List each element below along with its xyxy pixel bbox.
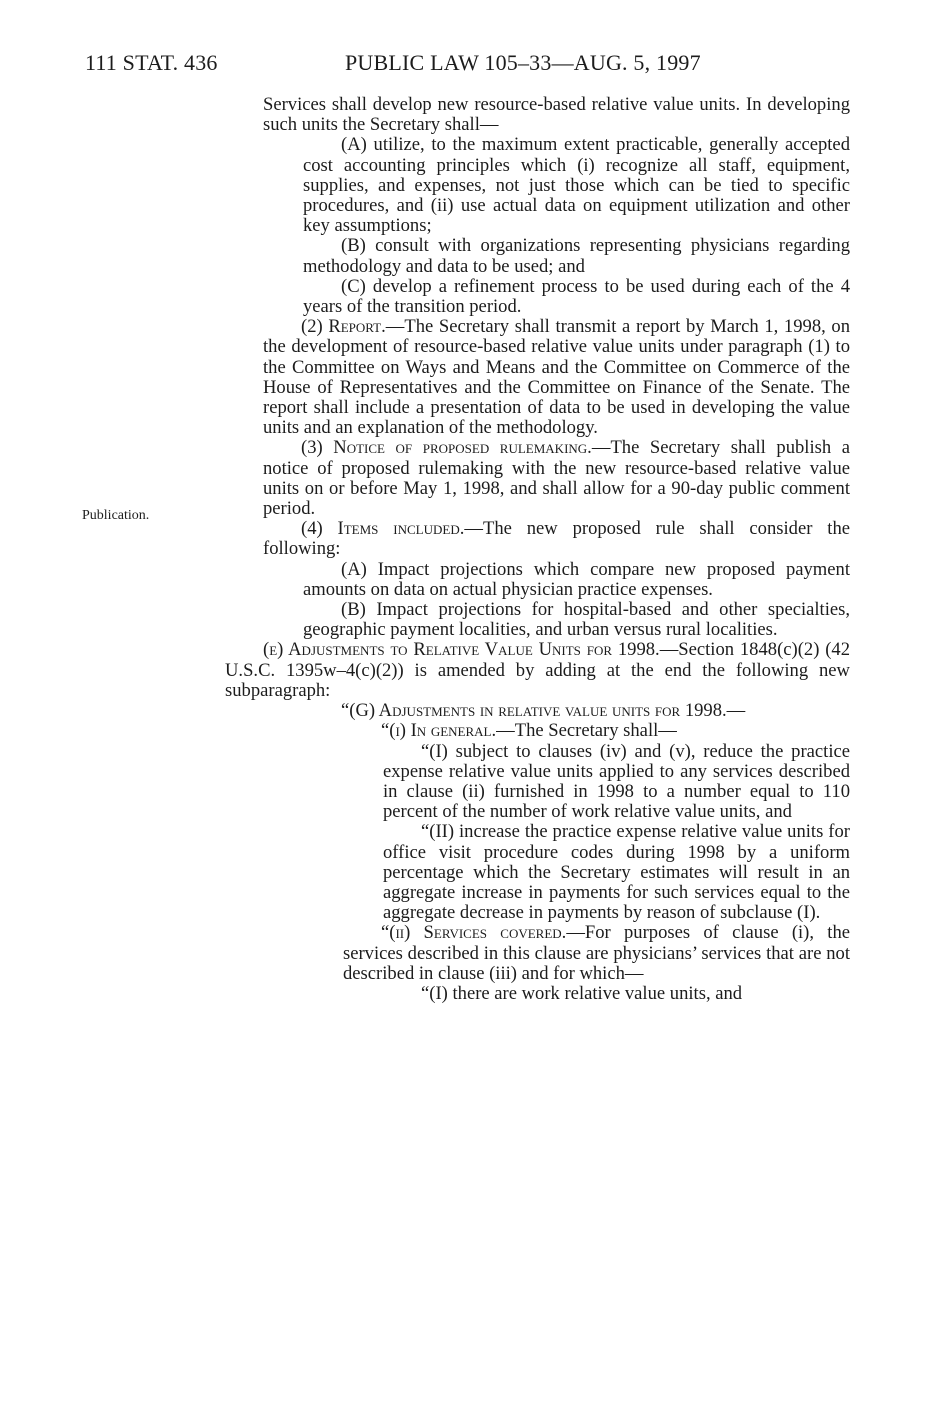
paragraph-3-notice xyxy=(225,438,850,519)
subclause-I-work-units: “(I) there are work relative value units, and xyxy=(421,982,743,1004)
subsection-e-heading: (e) Adjustments to Relative Value Units for 1998. xyxy=(263,639,660,661)
clause-B-consult: (B) consult with organizations representing physicians regarding methodology and data to be used; and xyxy=(303,235,850,277)
paragraph-2-text: —The Secretary shall transmit a report by March 1, 1998, on the development of resource-based relative value units under paragraph (1) to the Committee on Ways and Means and the Committee on Commerce of the House of Representatives and the Committee on Finance of the Senate. The report shall include a presentation of data to be used in developing the value units and an explanation of the methodology. xyxy=(263,316,850,439)
clause-ii-text: —For purposes of clause (i), the services described in this clause are physicians’ services that are not described in clause (iii) and for which— xyxy=(343,922,850,984)
clause-C-refinement: (C) develop a refinement process to be used during each of the 4 years of the transition period. xyxy=(303,275,850,318)
paragraph-4-heading: (4) Items included. xyxy=(301,518,465,540)
subclause-I-reduce: “(I) subject to clauses (iv) and (v), reduce the practice expense relative value units applied to any services described in clause (ii) furnished in 1998 to a number equal to 110 percent of the number of work relative value units, and xyxy=(383,740,850,823)
page-stat-number: 111 STAT. 436 xyxy=(85,50,218,75)
paragraph-2-report xyxy=(225,317,850,438)
margin-note-publication: Publication. xyxy=(82,508,150,523)
clause-4B-impact: (B) Impact projections for hospital-based and other specialties, geographic payment localities, and urban versus rural localities. xyxy=(303,599,850,641)
subsection-e-adjustments xyxy=(225,640,850,701)
clause-i-text: —The Secretary shall— xyxy=(496,720,677,742)
paragraph-3-text: —The Secretary shall publish a notice of proposed rulemaking with the new resource-based relative value units on or before May 1, 1998, and shall allow for a 90-day public comment period. xyxy=(263,437,851,520)
clause-A-utilize: (A) utilize, to the maximum extent practicable, generally accepted cost accounting principles which (i) recognize all staff, equipment, supplies, and expenses, not just those which can be tied to specific procedures, and (ii) use actual data on equipment utilization and other key assumptions; xyxy=(303,134,850,237)
subparagraph-G-heading xyxy=(225,701,850,721)
paragraph-4-items xyxy=(225,519,850,559)
clause-ii-services xyxy=(225,923,850,984)
paragraph-3-heading: (3) Notice of proposed rulemaking. xyxy=(301,437,592,459)
paragraph-4-text: —The new proposed rule shall consider the following: xyxy=(263,518,850,560)
statute-body xyxy=(225,95,850,1004)
subparagraph-G-title: “(G) Adjustments in relative value units for 1998. xyxy=(341,700,727,722)
subparagraph-G-dash: — xyxy=(726,700,746,722)
clause-i-general xyxy=(225,721,850,741)
paragraph-continuation: Services shall develop new resource-based relative value units. In developing such units the Secretary shall— xyxy=(263,94,850,136)
page-running-title: PUBLIC LAW 105–33—AUG. 5, 1997 xyxy=(345,50,701,75)
subsection-e-text: —Section 1848(c)(2) (42 U.S.C. 1395w–4(c)(2)) is amended by adding at the end the following new subparagraph: xyxy=(225,639,850,701)
paragraph-2-heading: (2) Report. xyxy=(301,316,386,338)
clause-4A-impact: (A) Impact projections which compare new proposed payment amounts on data on actual physician practice expenses. xyxy=(303,558,850,600)
clause-i-heading: “(i) In general. xyxy=(381,720,497,742)
clause-ii-heading: “(ii) Services covered. xyxy=(381,922,567,944)
subclause-II-increase: “(II) increase the practice expense relative value units for office visit procedure codes during 1998 by a uniform percentage which the Secretary estimates will result in an aggregate increase in payments for such services equal to the aggregate decrease in payments by reason of subclause (I). xyxy=(383,821,850,924)
